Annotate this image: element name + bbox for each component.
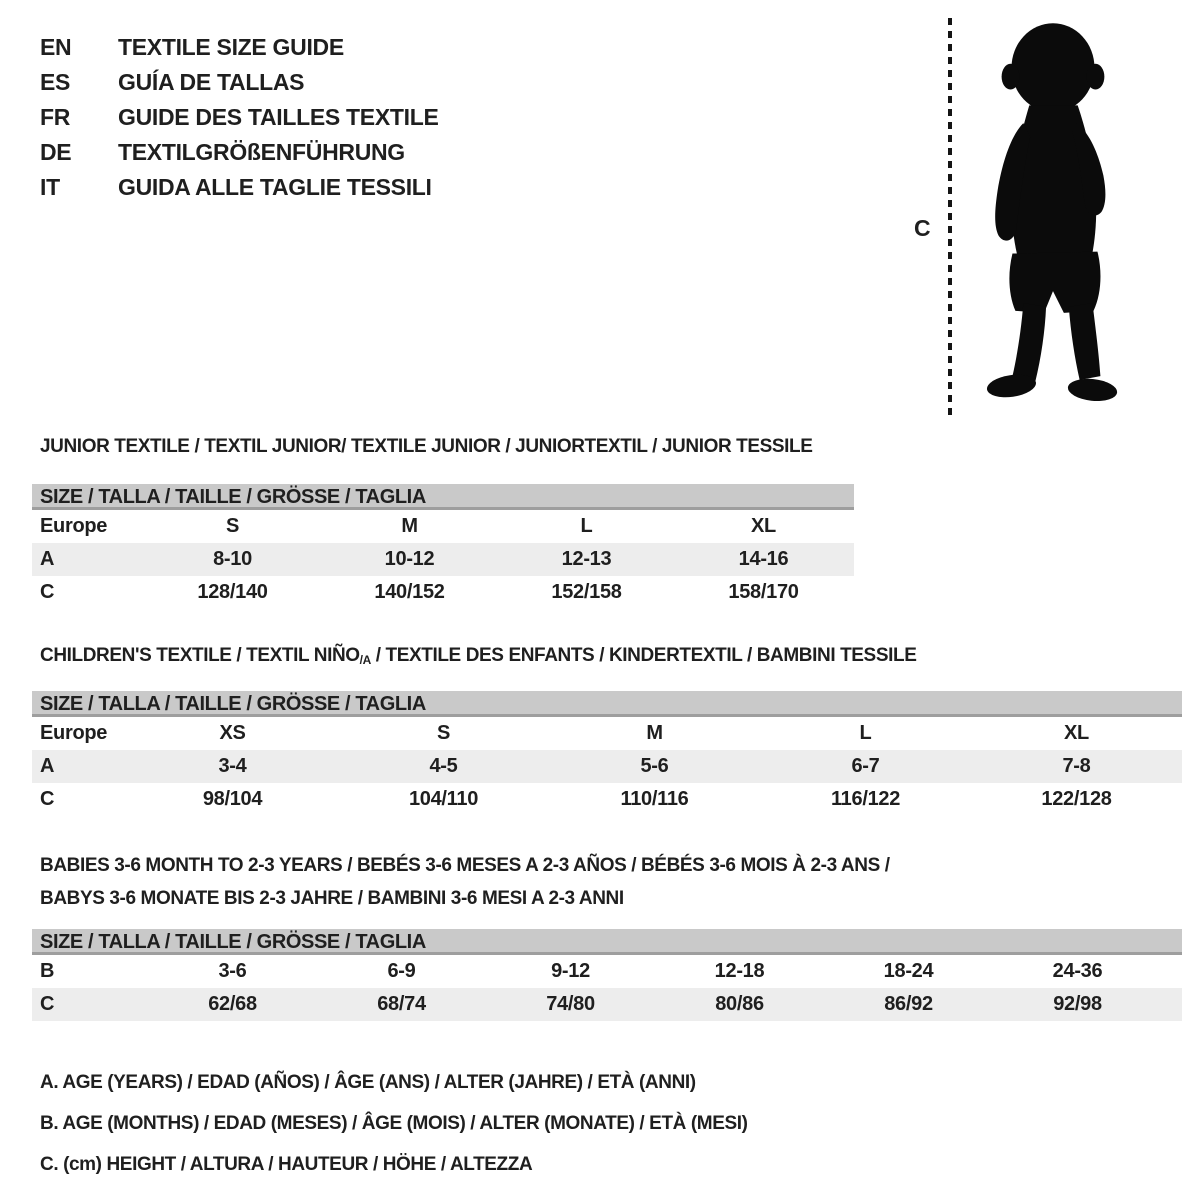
value-cell: 62/68	[208, 993, 257, 1015]
size-cell: S	[225, 515, 240, 537]
legend-line-c: C. (cm) HEIGHT / ALTURA / HAUTEUR / HÖHE / ALTEZZA	[40, 1154, 533, 1175]
size-cell: XL	[751, 515, 776, 537]
heading-subscript: /A	[359, 653, 371, 667]
size-header-band: SIZE / TALLA / TAILLE / GRÖSSE / TAGLIA	[32, 484, 854, 510]
row-label: C	[40, 993, 55, 1015]
row-label: C	[40, 581, 55, 603]
language-title: GUIDA ALLE TAGLIE TESSILI	[118, 174, 432, 200]
value-cell: 10-12	[384, 548, 435, 570]
value-cell: 86/92	[884, 993, 933, 1015]
language-title: TEXTILE SIZE GUIDE	[118, 34, 344, 60]
value-cell: 3-4	[218, 755, 247, 777]
row-label: A	[40, 755, 55, 777]
section-heading-junior: JUNIOR TEXTILE / TEXTIL JUNIOR/ TEXTILE JUNIOR / JUNIORTEXTIL / JUNIOR TESSILE	[40, 436, 813, 457]
value-cell: 5-6	[640, 755, 669, 777]
language-code: IT	[40, 174, 60, 200]
value-cell: 9-12	[551, 960, 590, 982]
language-title-block	[40, 30, 439, 205]
baby-ear-right	[1087, 64, 1105, 90]
value-cell: 122/128	[1041, 788, 1112, 810]
size-cell: XL	[1064, 722, 1089, 744]
baby-silhouette	[968, 16, 1136, 416]
size-header-band: SIZE / TALLA / TAILLE / GRÖSSE / TAGLIA	[32, 691, 1182, 717]
baby-foot-right	[1067, 377, 1118, 404]
value-cell: 98/104	[202, 788, 263, 810]
baby-ear-left	[1002, 64, 1020, 90]
size-cell: XS	[219, 722, 246, 744]
language-code: FR	[40, 104, 71, 130]
baby-leg-left	[1012, 303, 1046, 382]
table-row-height	[32, 783, 1182, 816]
size-cell: L	[859, 722, 872, 744]
height-measure-dashed-line	[948, 18, 952, 416]
language-row	[40, 170, 439, 205]
value-cell: 74/80	[546, 993, 595, 1015]
row-label: B	[40, 960, 55, 982]
size-table-children	[32, 691, 1182, 816]
baby-shorts	[1009, 252, 1100, 313]
value-cell: 18-24	[883, 960, 934, 982]
value-cell: 110/116	[620, 788, 689, 810]
heading-line: BABIES 3-6 MONTH TO 2-3 YEARS / BEBÉS 3-6 MESES A 2-3 AÑOS / BÉBÉS 3-6 MOIS À 2-3 ANS /	[40, 855, 890, 876]
legend-line-a: A. AGE (YEARS) / EDAD (AÑOS) / ÂGE (ANS) / ALTER (JAHRE) / ETÀ (ANNI)	[40, 1072, 696, 1093]
size-table-junior	[32, 484, 854, 609]
table-row-height	[32, 988, 1182, 1021]
value-cell: 158/170	[728, 581, 799, 603]
measure-label-c: C	[914, 215, 931, 241]
size-cell: L	[580, 515, 593, 537]
table-row-europe	[32, 510, 854, 543]
value-cell: 68/74	[377, 993, 426, 1015]
language-title: TEXTILGRÖßENFÜHRUNG	[118, 139, 405, 165]
table-row-europe	[32, 717, 1182, 750]
value-cell: 80/86	[715, 993, 764, 1015]
row-label: A	[40, 548, 55, 570]
value-cell: 8-10	[213, 548, 252, 570]
language-title: GUÍA DE TALLAS	[118, 69, 305, 95]
size-cell: S	[436, 722, 451, 744]
value-cell: 6-7	[851, 755, 880, 777]
legend	[40, 1062, 748, 1185]
section-heading-babies	[40, 849, 1040, 915]
row-label: Europe	[40, 515, 108, 537]
value-cell: 104/110	[408, 788, 479, 810]
value-cell: 116/122	[830, 788, 901, 810]
value-cell: 12-13	[561, 548, 612, 570]
baby-head	[1011, 23, 1094, 112]
size-header-band: SIZE / TALLA / TAILLE / GRÖSSE / TAGLIA	[32, 929, 1182, 955]
value-cell: 92/98	[1053, 993, 1102, 1015]
language-title: GUIDE DES TAILLES TEXTILE	[118, 104, 439, 130]
language-row	[40, 135, 439, 170]
language-row	[40, 65, 439, 100]
row-label: Europe	[40, 722, 108, 744]
value-cell: 4-5	[429, 755, 458, 777]
language-code: ES	[40, 69, 71, 95]
value-cell: 7-8	[1062, 755, 1091, 777]
value-cell: 152/158	[551, 581, 622, 603]
table-row-age	[32, 543, 854, 576]
language-code: EN	[40, 34, 72, 60]
row-label: C	[40, 788, 55, 810]
size-cell: M	[401, 515, 418, 537]
value-cell: 24-36	[1052, 960, 1103, 982]
value-cell: 128/140	[197, 581, 268, 603]
value-cell: 140/152	[374, 581, 445, 603]
language-row	[40, 100, 439, 135]
heading-line: BABYS 3-6 MONATE BIS 2-3 JAHRE / BAMBINI 3-6 MESI A 2-3 ANNI	[40, 888, 624, 909]
section-heading-children	[40, 645, 916, 667]
table-row-months	[32, 955, 1182, 988]
heading-part: / TEXTILE DES ENFANTS / KINDERTEXTIL / BAMBINI TESSILE	[370, 645, 917, 666]
value-cell: 6-9	[387, 960, 416, 982]
value-cell: 3-6	[218, 960, 247, 982]
size-table-babies	[32, 929, 1182, 1021]
table-row-age	[32, 750, 1182, 783]
table-row-height	[32, 576, 854, 609]
value-cell: 12-18	[714, 960, 765, 982]
language-code: DE	[40, 139, 72, 165]
value-cell: 14-16	[738, 548, 789, 570]
heading-part: CHILDREN'S TEXTILE / TEXTIL NIÑO	[40, 645, 360, 666]
legend-line-b: B. AGE (MONTHS) / EDAD (MESES) / ÂGE (MOIS) / ALTER (MONATE) / ETÀ (MESI)	[40, 1113, 748, 1134]
size-cell: M	[646, 722, 663, 744]
baby-leg-right	[1069, 303, 1101, 380]
language-row	[40, 30, 439, 65]
